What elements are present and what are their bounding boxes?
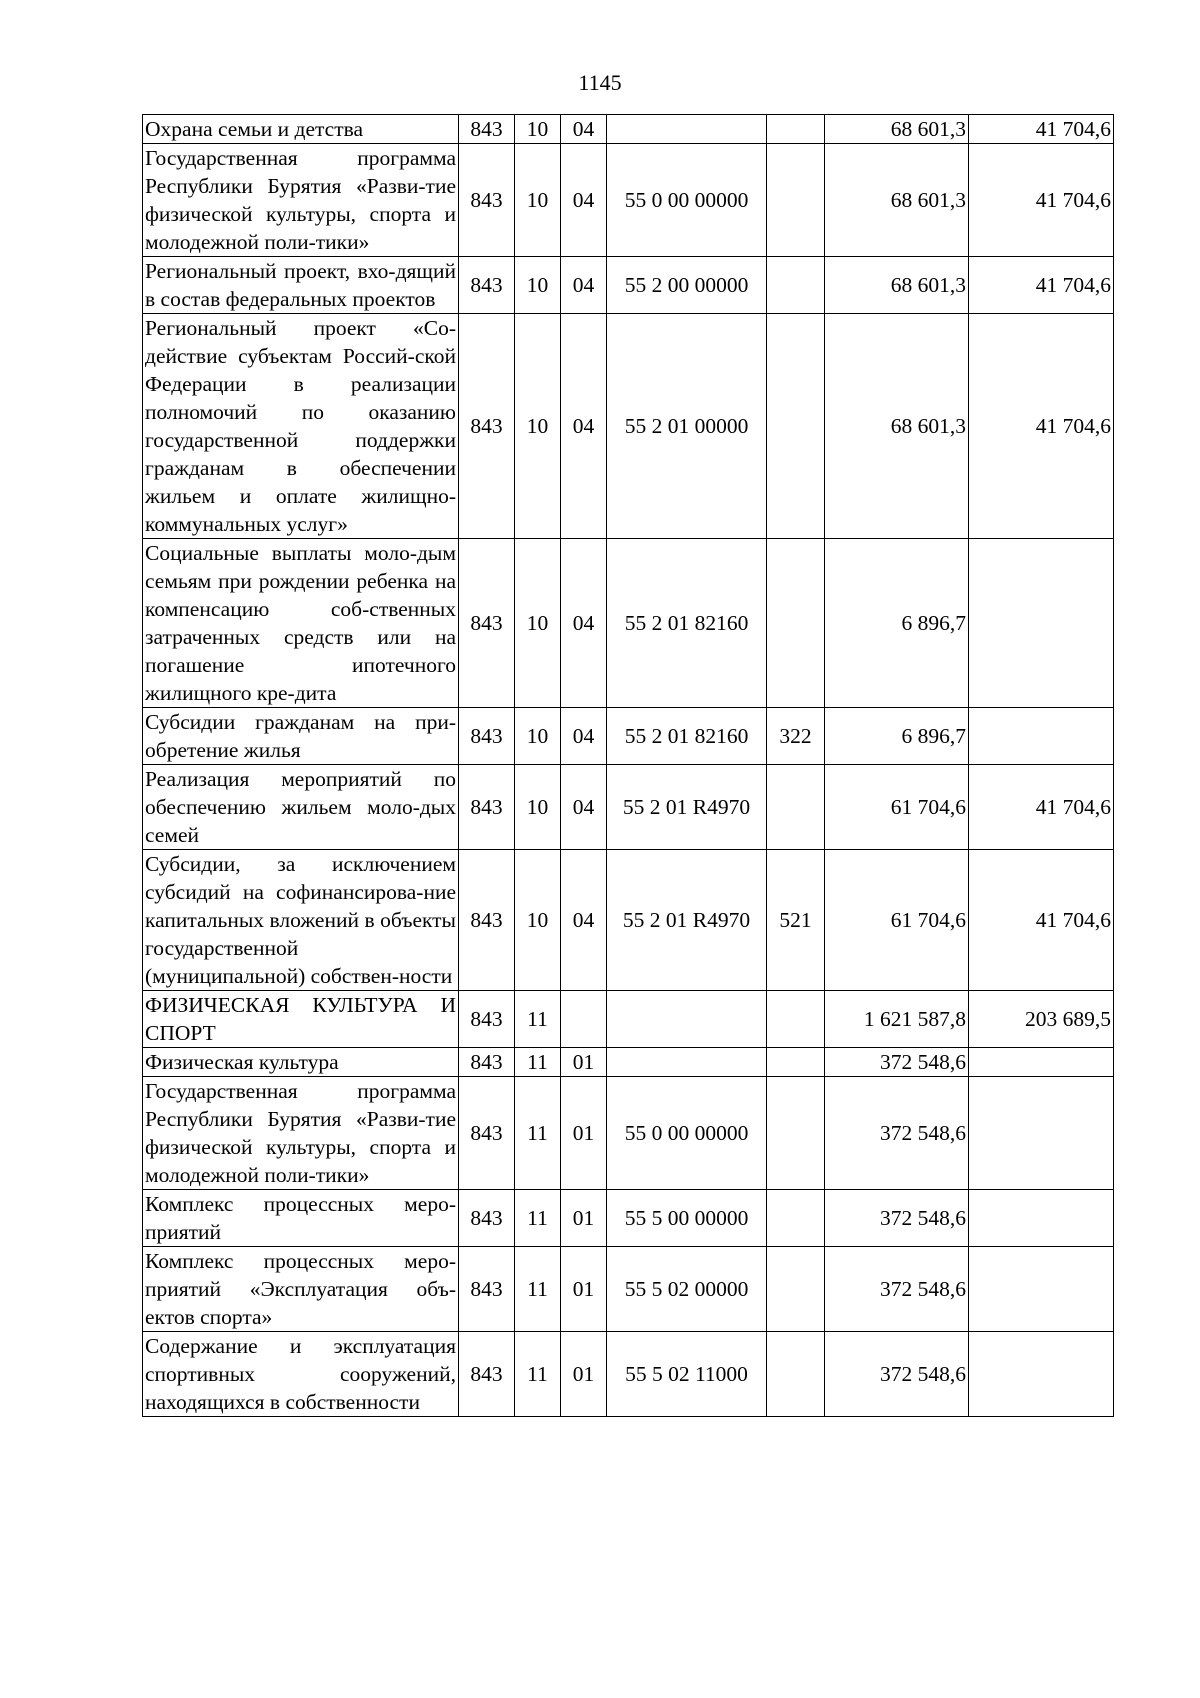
row-grbs-cell: 843 xyxy=(459,850,515,991)
row-subsection-cell: 01 xyxy=(561,1048,607,1077)
row-target-article-cell: 55 5 02 11000 xyxy=(607,1332,767,1417)
row-target-article-cell: 55 2 01 R4970 xyxy=(607,765,767,850)
row-name-cell: Государственная программа Республики Бурятия «Разви-тие физической культуры, спорта и молодежной поли-тики» xyxy=(143,144,459,257)
row-amount-cell: 68 601,3 xyxy=(825,257,969,314)
row-subsection-cell: 04 xyxy=(561,539,607,708)
row-federal-amount-cell xyxy=(969,1048,1114,1077)
row-section-cell: 11 xyxy=(515,1048,561,1077)
row-target-article-cell xyxy=(607,115,767,144)
row-target-article-cell: 55 5 00 00000 xyxy=(607,1190,767,1247)
row-federal-amount-cell xyxy=(969,1190,1114,1247)
row-expense-type-cell xyxy=(767,314,825,539)
row-amount-cell: 372 548,6 xyxy=(825,1190,969,1247)
row-federal-amount-cell xyxy=(969,1247,1114,1332)
row-federal-amount-cell xyxy=(969,708,1114,765)
row-grbs-cell: 843 xyxy=(459,991,515,1048)
row-name-cell: Субсидии гражданам на при-обретение жилья xyxy=(143,708,459,765)
row-grbs-cell: 843 xyxy=(459,144,515,257)
row-subsection-cell: 04 xyxy=(561,257,607,314)
row-amount-cell: 68 601,3 xyxy=(825,314,969,539)
row-subsection-cell: 04 xyxy=(561,314,607,539)
row-name-cell: Комплекс процессных меро-приятий «Эксплуатация объ-ектов спорта» xyxy=(143,1247,459,1332)
row-federal-amount-cell xyxy=(969,1077,1114,1190)
page-number: 1145 xyxy=(578,70,622,95)
row-name-cell: Региональный проект «Со-действие субъектам Россий-ской Федерации в реализации полномочий по оказанию государственной поддержки гражданам в обеспечении жильем и оплате жилищно-коммунальных услуг» xyxy=(143,314,459,539)
row-grbs-cell: 843 xyxy=(459,539,515,708)
row-subsection-cell: 01 xyxy=(561,1077,607,1190)
row-expense-type-cell xyxy=(767,1048,825,1077)
row-subsection-cell: 04 xyxy=(561,708,607,765)
row-target-article-cell: 55 2 01 00000 xyxy=(607,314,767,539)
row-section-cell: 10 xyxy=(515,765,561,850)
row-section-cell: 11 xyxy=(515,1077,561,1190)
row-grbs-cell: 843 xyxy=(459,1077,515,1190)
row-grbs-cell: 843 xyxy=(459,1332,515,1417)
table-row xyxy=(143,115,1114,144)
row-subsection-cell: 01 xyxy=(561,1190,607,1247)
row-name-cell: Региональный проект, вхо-дящий в состав федеральных проектов xyxy=(143,257,459,314)
row-federal-amount-cell: 41 704,6 xyxy=(969,314,1114,539)
row-subsection-cell xyxy=(561,991,607,1048)
row-amount-cell: 61 704,6 xyxy=(825,850,969,991)
row-amount-cell: 372 548,6 xyxy=(825,1247,969,1332)
row-subsection-cell: 04 xyxy=(561,115,607,144)
row-amount-cell: 68 601,3 xyxy=(825,144,969,257)
row-name-cell: ФИЗИЧЕСКАЯ КУЛЬТУРА И СПОРТ xyxy=(143,991,459,1048)
row-grbs-cell: 843 xyxy=(459,1247,515,1332)
budget-table-body xyxy=(143,115,1114,1417)
row-section-cell: 11 xyxy=(515,1332,561,1417)
row-section-cell: 11 xyxy=(515,1247,561,1332)
row-federal-amount-cell: 203 689,5 xyxy=(969,991,1114,1048)
row-federal-amount-cell: 41 704,6 xyxy=(969,257,1114,314)
row-target-article-cell: 55 5 02 00000 xyxy=(607,1247,767,1332)
row-section-cell: 10 xyxy=(515,314,561,539)
row-section-cell: 10 xyxy=(515,115,561,144)
table-row xyxy=(143,1247,1114,1332)
row-amount-cell: 372 548,6 xyxy=(825,1077,969,1190)
row-target-article-cell: 55 0 00 00000 xyxy=(607,144,767,257)
row-target-article-cell: 55 2 00 00000 xyxy=(607,257,767,314)
row-expense-type-cell xyxy=(767,1332,825,1417)
row-expense-type-cell: 521 xyxy=(767,850,825,991)
row-name-cell: Физическая культура xyxy=(143,1048,459,1077)
row-target-article-cell: 55 2 01 82160 xyxy=(607,708,767,765)
table-row xyxy=(143,850,1114,991)
row-subsection-cell: 04 xyxy=(561,765,607,850)
row-amount-cell: 1 621 587,8 xyxy=(825,991,969,1048)
table-row xyxy=(143,257,1114,314)
row-target-article-cell xyxy=(607,1048,767,1077)
row-amount-cell: 372 548,6 xyxy=(825,1048,969,1077)
row-grbs-cell: 843 xyxy=(459,257,515,314)
row-section-cell: 10 xyxy=(515,708,561,765)
row-name-cell: Реализация мероприятий по обеспечению жильем моло-дых семей xyxy=(143,765,459,850)
row-amount-cell: 6 896,7 xyxy=(825,708,969,765)
row-name-cell: Содержание и эксплуатация спортивных сооружений, находящихся в собственности xyxy=(143,1332,459,1417)
row-section-cell: 10 xyxy=(515,257,561,314)
row-section-cell: 10 xyxy=(515,850,561,991)
row-expense-type-cell xyxy=(767,539,825,708)
row-federal-amount-cell: 41 704,6 xyxy=(969,765,1114,850)
table-row xyxy=(143,708,1114,765)
row-target-article-cell: 55 2 01 82160 xyxy=(607,539,767,708)
row-expense-type-cell xyxy=(767,144,825,257)
row-federal-amount-cell: 41 704,6 xyxy=(969,144,1114,257)
row-name-cell: Охрана семьи и детства xyxy=(143,115,459,144)
row-grbs-cell: 843 xyxy=(459,115,515,144)
table-row xyxy=(143,144,1114,257)
table-row xyxy=(143,314,1114,539)
row-subsection-cell: 04 xyxy=(561,850,607,991)
row-target-article-cell xyxy=(607,991,767,1048)
row-expense-type-cell xyxy=(767,1077,825,1190)
row-amount-cell: 61 704,6 xyxy=(825,765,969,850)
table-row xyxy=(143,991,1114,1048)
row-subsection-cell: 01 xyxy=(561,1332,607,1417)
row-grbs-cell: 843 xyxy=(459,1048,515,1077)
row-amount-cell: 68 601,3 xyxy=(825,115,969,144)
row-target-article-cell: 55 0 00 00000 xyxy=(607,1077,767,1190)
table-row xyxy=(143,539,1114,708)
row-name-cell: Государственная программа Республики Бурятия «Разви-тие физической культуры, спорта и молодежной поли-тики» xyxy=(143,1077,459,1190)
row-name-cell: Комплекс процессных меро-приятий xyxy=(143,1190,459,1247)
row-grbs-cell: 843 xyxy=(459,708,515,765)
row-expense-type-cell xyxy=(767,765,825,850)
row-expense-type-cell xyxy=(767,1247,825,1332)
table-row xyxy=(143,1332,1114,1417)
row-grbs-cell: 843 xyxy=(459,765,515,850)
row-section-cell: 10 xyxy=(515,539,561,708)
row-federal-amount-cell: 41 704,6 xyxy=(969,850,1114,991)
row-section-cell: 11 xyxy=(515,991,561,1048)
row-amount-cell: 6 896,7 xyxy=(825,539,969,708)
budget-table xyxy=(142,114,1114,1417)
row-expense-type-cell xyxy=(767,115,825,144)
row-name-cell: Социальные выплаты моло-дым семьям при рождении ребенка на компенсацию соб-ственных затраченных средств или на погашение ипотечного жилищного кре-дита xyxy=(143,539,459,708)
row-subsection-cell: 01 xyxy=(561,1247,607,1332)
table-row xyxy=(143,1077,1114,1190)
row-expense-type-cell xyxy=(767,991,825,1048)
row-grbs-cell: 843 xyxy=(459,1190,515,1247)
row-name-cell: Субсидии, за исключением субсидий на софинансирова-ние капитальных вложений в объекты государственной (муниципальной) собствен-ности xyxy=(143,850,459,991)
row-section-cell: 10 xyxy=(515,144,561,257)
row-federal-amount-cell xyxy=(969,1332,1114,1417)
row-subsection-cell: 04 xyxy=(561,144,607,257)
row-expense-type-cell: 322 xyxy=(767,708,825,765)
row-amount-cell: 372 548,6 xyxy=(825,1332,969,1417)
row-section-cell: 11 xyxy=(515,1190,561,1247)
row-federal-amount-cell: 41 704,6 xyxy=(969,115,1114,144)
row-expense-type-cell xyxy=(767,1190,825,1247)
table-row xyxy=(143,1190,1114,1247)
row-target-article-cell: 55 2 01 R4970 xyxy=(607,850,767,991)
row-expense-type-cell xyxy=(767,257,825,314)
table-row xyxy=(143,765,1114,850)
row-federal-amount-cell xyxy=(969,539,1114,708)
table-row xyxy=(143,1048,1114,1077)
row-grbs-cell: 843 xyxy=(459,314,515,539)
